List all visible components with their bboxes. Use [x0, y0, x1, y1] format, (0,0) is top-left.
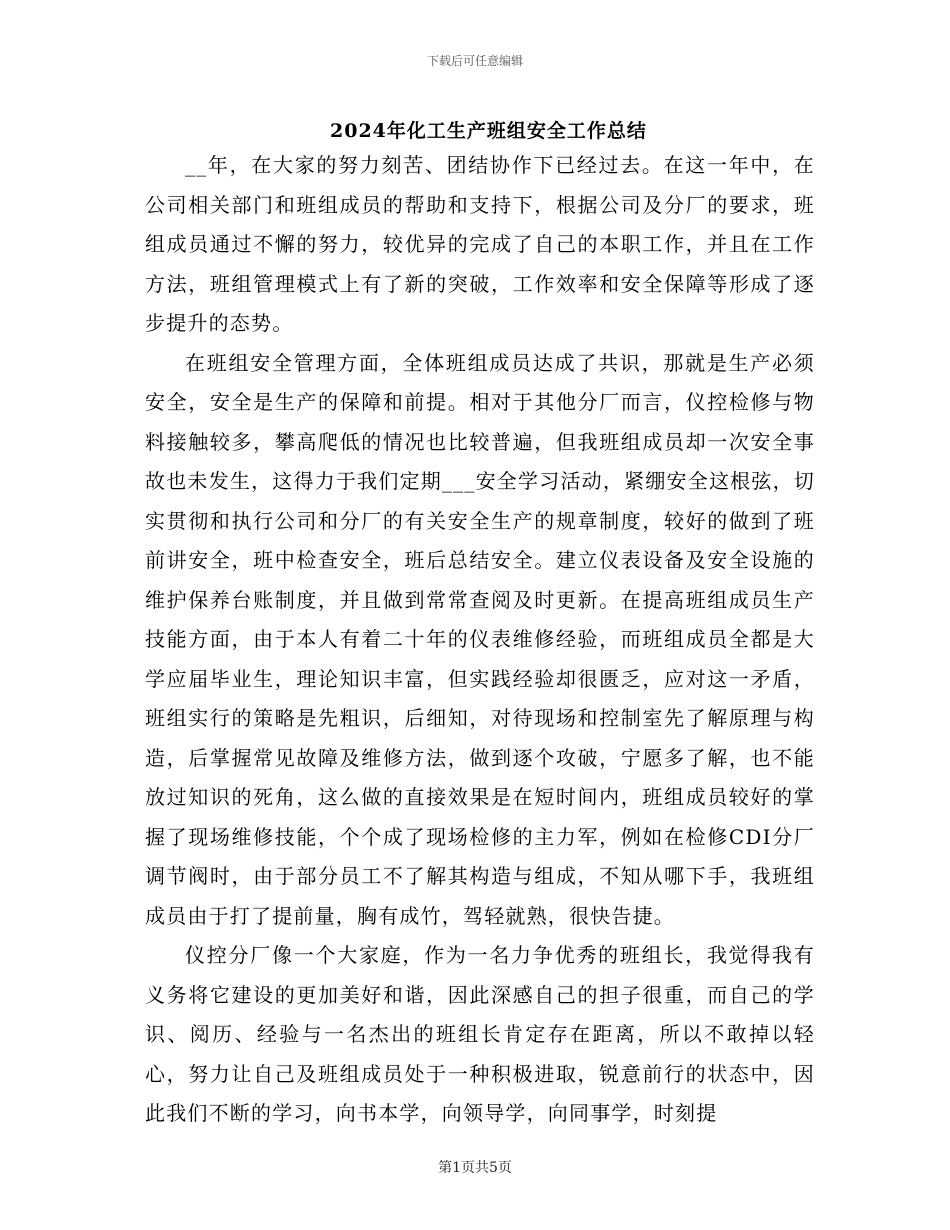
page-header-note: 下载后可任意编辑 [426, 54, 523, 68]
paragraph-3: 仪控分厂像一个大家庭，作为一名力争优秀的班组长，我觉得我有义务将它建设的更加美好和谐，因此深感自己的担子很重，而自己的学识、阅历、经验与一名杰出的班组长肯定存在距离，所以不敢掉以轻心，努力让自己及班组成员处于一种积极进取，锐意前行的状态中，因此我们不断的学习，向书本学，向领导学，向同事学，时刻提 [145, 943, 815, 1125]
document-body [145, 146, 815, 1134]
document-title: 2024年化工生产班组安全工作总结 [330, 120, 647, 142]
paragraph-2: 在班组安全管理方面，全体班组成员达成了共识，那就是生产必须安全，安全是生产的保障和前提。相对于其他分厂而言，仪控检修与物料接触较多，攀高爬低的情况也比较普遍，但我班组成员却一次安全事故也未发生，这得力于我们定期___安全学习活动，紧绷安全这根弦，切实贯彻和执行公司和分厂的有关安全生产的规章制度，较好的做到了班前讲安全，班中检查安全，班后总结安全。建立仪表设备及安全设施的维护保养台账制度，并且做到常常查阅及时更新。在提高班组成员生产技能方面，由于本人有着二十年的仪表维修经验，而班组成员全都是大学应届毕业生，理论知识丰富，但实践经验却很匮乏，应对这一矛盾，班组实行的策略是先粗识，后细知，对待现场和控制室先了解原理与构造，后掌握常见故障及维修方法，做到逐个攻破，宁愿多了解，也不能放过知识的死角，这么做的直接效果是在短时间内，班组成员较好的掌握了现场维修技能，个个成了现场检修的主力军，例如在检修CDI分厂调节阀时，由于部分员工不了解其构造与组成，不知从哪下手，我班组成员由于打了提前量，胸有成竹，驾轻就熟，很快告捷。 [145, 350, 815, 928]
page-number: 第1页共5页 [438, 1160, 512, 1176]
paragraph-1: __年，在大家的努力刻苦、团结协作下已经过去。在这一年中，在公司相关部门和班组成员的帮助和支持下，根据公司及分厂的要求，班组成员通过不懈的努力，较优异的完成了自己的本职工作，并且在工作方法，班组管理模式上有了新的突破，工作效率和安全保障等形成了逐步提升的态势。 [145, 153, 815, 335]
